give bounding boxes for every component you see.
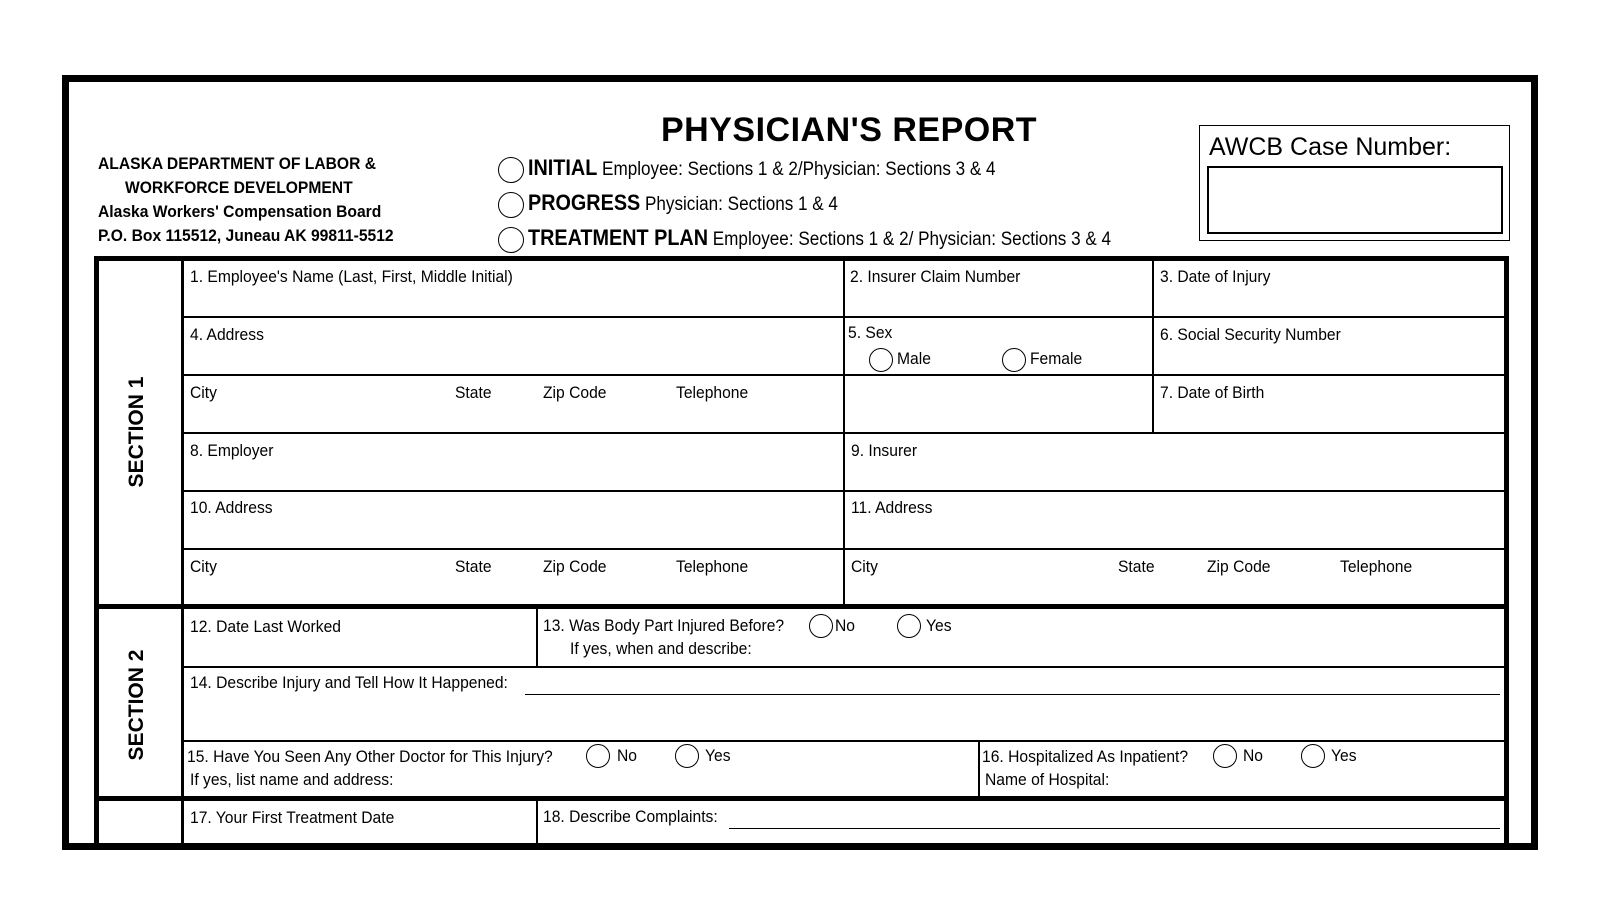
employer-zip-label: Zip Code [543,557,607,576]
male-label: Male [897,349,931,368]
employee-name-input[interactable] [190,290,834,314]
insurer-claim-label: 2. Insurer Claim Number [850,267,1021,286]
agency-line-4: P.O. Box 115512, Juneau AK 99811-5512 [98,226,394,245]
injured-before-label: 13. Was Body Part Injured Before? [543,616,785,635]
hospitalized-label: 16. Hospitalized As Inpatient? [982,747,1189,766]
insurer-city-input[interactable] [851,578,1495,602]
describe-injury-input[interactable] [525,672,1504,696]
state-label: State [455,383,492,402]
section1-label: SECTION 1 [125,376,148,488]
describe-injury-label: 14. Describe Injury and Tell How It Happened: [190,673,508,692]
complaints-label: 18. Describe Complaints: [543,807,718,826]
employer-city-input[interactable] [190,578,834,602]
date-last-worked-input[interactable] [190,640,524,664]
telephone-label: Telephone [676,383,749,402]
dob-label: 7. Date of Birth [1160,383,1265,402]
other-doctor-yes-label: Yes [705,746,731,765]
rule [183,740,1506,742]
treatment-plan-label: TREATMENT PLAN [528,225,709,250]
address-input[interactable] [190,348,834,372]
employer-label: 8. Employer [190,441,274,460]
rule [183,316,1506,318]
employer-address-label: 10. Address [190,498,273,517]
other-doctor-no-label: No [617,746,637,765]
insurer-input[interactable] [851,464,1495,488]
dob-input[interactable] [1160,406,1494,430]
insurer-state-label: State [1118,557,1155,576]
insurer-claim-input[interactable] [850,290,1144,314]
female-radio[interactable] [1002,348,1026,372]
employer-state-label: State [455,557,492,576]
agency-line-1: ALASKA DEPARTMENT OF LABOR & [98,154,377,173]
hospitalized-no-label: No [1243,746,1263,765]
zip-label: Zip Code [543,383,607,402]
rule [183,432,1506,434]
other-doctor-no-radio[interactable] [586,744,610,768]
rule [183,490,1506,492]
describe-injury-continued-input[interactable] [190,705,1504,735]
employer-input[interactable] [190,464,834,488]
hospital-name-input[interactable] [1115,770,1504,794]
city-state-zip-input[interactable] [190,406,834,430]
first-treatment-label: 17. Your First Treatment Date [190,808,395,827]
hospital-name-label: Name of Hospital: [985,770,1110,789]
rule [183,374,1506,376]
section2-label: SECTION 2 [125,649,148,761]
section3-top-border [94,796,1509,801]
sex-label: 5. Sex [848,323,893,342]
agency-line-2: WORKFORCE DEVELOPMENT [125,178,353,197]
injured-before-yes-radio[interactable] [897,614,921,638]
insurer-address-label: 11. Address [851,498,933,517]
insurer-zip-label: Zip Code [1207,557,1271,576]
column-divider [536,608,538,666]
progress-desc: Physician: Sections 1 & 4 [644,194,838,215]
treatment-plan-desc: Employee: Sections 1 & 2/ Physician: Sections 3 & 4 [712,229,1112,250]
rule [183,548,1506,550]
hospitalized-yes-label: Yes [1331,746,1357,765]
female-label: Female [1030,349,1083,368]
injured-before-sub-label: If yes, when and describe: [570,639,752,658]
complaints-input[interactable] [729,806,1504,830]
date-of-injury-label: 3. Date of Injury [1160,267,1271,286]
section-label-divider [181,258,184,850]
case-number-label: AWCB Case Number: [1209,133,1452,161]
injured-before-yes-label: Yes [926,616,952,635]
employer-telephone-label: Telephone [676,557,749,576]
insurer-address-input[interactable] [851,521,1495,545]
insurer-city-label: City [851,557,878,576]
table-left-border [94,256,99,850]
hospitalized-yes-radio[interactable] [1301,744,1325,768]
initial-label: INITIAL [528,155,598,180]
date-last-worked-label: 12. Date Last Worked [190,617,341,636]
initial-desc: Employee: Sections 1 & 2/Physician: Sections 3 & 4 [602,159,996,180]
agency-line-3: Alaska Workers' Compensation Board [98,202,382,221]
ssn-label: 6. Social Security Number [1160,325,1341,344]
column-divider [1152,259,1154,433]
insurer-label: 9. Insurer [851,441,918,460]
progress-label: PROGRESS [528,190,641,215]
section1-top-border [94,256,1509,261]
section2-top-border [94,604,1509,609]
column-divider [536,800,538,850]
employer-city-label: City [190,557,217,576]
male-radio[interactable] [869,348,893,372]
injured-before-no-label: No [835,616,855,635]
column-divider [843,259,845,605]
address-label: 4. Address [190,325,264,344]
page-title: PHYSICIAN'S REPORT [661,111,1038,149]
other-doctor-label: 15. Have You Seen Any Other Doctor for This Injury? [187,747,553,766]
date-of-injury-input[interactable] [1160,290,1494,314]
ssn-input[interactable] [1160,348,1494,372]
employee-name-label: 1. Employee's Name (Last, First, Middle Initial) [190,267,513,286]
injured-before-input[interactable] [760,640,1494,664]
other-doctor-yes-radio[interactable] [675,744,699,768]
insurer-telephone-label: Telephone [1340,557,1413,576]
employer-address-input[interactable] [190,521,834,545]
column-divider [978,741,980,797]
other-doctor-input[interactable] [400,770,969,794]
other-doctor-sub-label: If yes, list name and address: [190,770,394,789]
rule [183,666,1506,668]
hospitalized-no-radio[interactable] [1213,744,1237,768]
table-right-border [1504,256,1509,850]
injured-before-no-radio[interactable] [809,614,833,638]
city-label: City [190,383,217,402]
